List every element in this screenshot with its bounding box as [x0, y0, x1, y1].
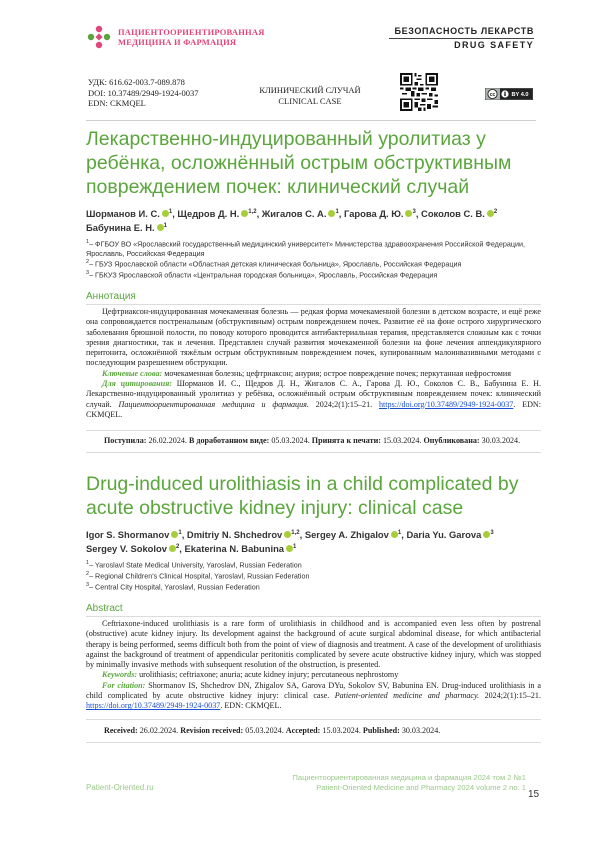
page-number: 15 [528, 789, 540, 800]
author-affiliation-mark: 1 [397, 530, 402, 536]
citation-label-en: For citation: [102, 680, 146, 690]
date-label: Поступила: [104, 436, 147, 445]
dates-divider-bottom-ru [86, 452, 541, 453]
citation-text-en: Shormanov IS, Shchedrov DN, Zhigalov SA, Garova DYu, Sokolov SV, Babunina EN. Drug-induced urolithiasis in a child complicated by acute obstructive kidney injury: clinical case. [86, 680, 541, 701]
affiliation-mark: 2 [86, 570, 90, 577]
author-affiliation-mark: 3 [412, 209, 416, 215]
author-affiliation-mark: 3 [490, 530, 494, 536]
affiliation [86, 570, 541, 581]
date-entry [363, 726, 440, 735]
abstract-heading-ru: Аннотация [86, 291, 136, 302]
date-value: 26.02.2024. [148, 436, 187, 445]
date-entry [180, 726, 286, 735]
dates-divider-top-en [86, 719, 541, 720]
authors-en [86, 527, 541, 555]
doi-link-en[interactable]: https://doi.org/10.37489/2949-1924-0037 [86, 701, 221, 711]
authors-en-line-1 [86, 527, 541, 541]
orcid-icon[interactable] [157, 224, 164, 231]
affiliation-mark: 2 [86, 259, 90, 266]
dates-divider-bottom-en [86, 742, 541, 743]
affiliation [86, 238, 541, 258]
author-name: Ekaterina N. Babunina [184, 543, 285, 555]
date-label: Revision received: [180, 726, 244, 735]
author: Dmitriy N. Shchedrov $^{1,2}$, [186, 529, 305, 541]
citation-ru [86, 379, 541, 420]
section-name-ru: БЕЗОПАСНОСТЬ ЛЕКАРСТВ [394, 26, 534, 36]
citation-journal-en: Patient-oriented medicine and pharmacy. [334, 691, 480, 701]
keywords-en [86, 670, 541, 680]
authors-ru-line-2 [86, 220, 541, 234]
date-label: Received: [104, 726, 138, 735]
abstract-text-ru: Цефтриаксон-индуцированная мочекаменная болезнь — редкая форма мочекаменной болезни в детском возрасте, и ещё реже она сопровождается постренальным (обструктивным) острым повреждением почек. Развитие её на фоне острого хирургического заболевания брюшной полости, по поводу которого проводится антибактериальная терапия, представляется сложным как с точки зрения диагностики, так и лечения. Представлен случай развития мочекаменной болезни на фоне лечения аппендикулярного перитонита, осложнённой тяжёлым острым обструктивным повреждением почек, купированным малоинвазивными методами с последующим разрешением обструкции. [86, 307, 541, 368]
date-value: 30.03.2024. [401, 726, 441, 735]
footer-journal [230, 773, 526, 793]
keywords-text-ru: мочекаменная болезнь; цефтриаксон; анурия; острое повреждение почек; перкутанная нефростомия [164, 368, 511, 378]
date-value: 15.03.2024. [382, 436, 422, 445]
affiliation [86, 559, 541, 570]
orcid-icon[interactable] [391, 531, 398, 538]
date-entry [312, 436, 424, 445]
author-name: Dmitriy N. Shchedrov [186, 529, 283, 541]
date-value: 15.03.2024. [322, 726, 361, 735]
keywords-label-ru: Ключевые слова: [102, 368, 163, 378]
journal-logo-icon [86, 24, 112, 50]
dates-divider-top-ru [86, 430, 541, 431]
author [185, 543, 297, 554]
header-divider [86, 120, 536, 121]
author-name: Sergey V. Sokolov [86, 543, 167, 555]
author-affiliation-mark: 2 [493, 209, 498, 215]
author [421, 208, 497, 219]
date-entry [104, 436, 189, 445]
date-label: Опубликована: [423, 436, 480, 445]
footer-journal-ru: Пациентоориентированная медицина и фармация 2024 том 2 №1 [292, 773, 526, 782]
publication-dates-ru [104, 436, 541, 445]
affiliation-text: – Yaroslavl State Medical University, Yaroslavl, Russian Federation [89, 560, 302, 570]
author: Щедров Д. Н. $^{1,2}$, [177, 208, 262, 220]
affiliation-text: – ГБУЗ Ярославской области «Областная детская клиническая больница», Ярославль, Российская Федерация [89, 259, 462, 269]
affiliation [86, 269, 541, 280]
affiliation-text: – ГБКУЗ Ярославской области «Центральная городская больница», Ярославль, Российская Федерация [89, 270, 438, 280]
article-type [245, 85, 375, 106]
author: Шорманов И. С. $^1$, [86, 208, 178, 220]
author: Жигалов С. А. $^1$, [261, 208, 344, 220]
doi-link-ru[interactable]: https://doi.org/10.37489/2949-1924-0037 [378, 399, 514, 409]
section-name-en: DRUG SAFETY [454, 40, 534, 50]
keywords-text-en: urolithiasis; ceftriaxone; anuria; acute kidney injury; percutaneous nephrostomy [139, 670, 399, 680]
article-type-en: CLINICAL CASE [278, 95, 342, 106]
affiliation-text: – Regional Children's Clinical Hospital, Yaroslavl, Russian Federation [89, 571, 310, 581]
author: Sergey A. Zhigalov $^1$, [304, 529, 407, 541]
affiliation [86, 581, 541, 592]
doi: DOI: 10.37489/2949-1924-0037 [88, 87, 199, 98]
author-name: Шорманов И. С. [86, 208, 160, 220]
author-name: Igor S. Shormanov [86, 529, 170, 541]
author-affiliation-mark: 2 [175, 544, 180, 551]
author-name: Щедров Д. Н. [177, 208, 240, 220]
author-name: Соколов С. В. [421, 208, 485, 220]
authors-ru [86, 206, 541, 234]
date-entry [104, 726, 180, 735]
logo-line-2: МЕДИЦИНА И ФАРМАЦИЯ [118, 37, 237, 47]
affiliations-ru [86, 238, 541, 280]
author-name: Sergey A. Zhigalov [304, 529, 389, 541]
date-entry [423, 436, 520, 445]
citation-journal-ru: Пациентоориентированная медицина и фармация. [118, 399, 309, 409]
citation-issue-ru: 2024;2(1):15–21. [315, 399, 373, 409]
citation-edn-ru: . EDN: CKMQEL. [86, 399, 542, 419]
svg-text:cc: cc [489, 92, 496, 98]
abstract-text-en: Ceftriaxone-induced urolithiasis is a rare form of urolithiasis in childhood and is accompanied even less often by postrenal (obstructive) acute kidney injury. Its development against the background of acute surgical abdominal disease, for which antibacterial therapy is being performed, seems difficult both from the point of view of diagnosis and treatment. A case of the development of urolithiasis against the background of treatment of appendicular peritonitis complicated by severe acute obstructive kidney injury, which was stopped by minimally invasive methods with subsequent resolution of the obstruction, is presented. [86, 619, 541, 670]
qr-code-icon[interactable] [400, 73, 438, 111]
date-value: 05.03.2024. [245, 726, 284, 735]
abstract-heading-en: Abstract [86, 603, 123, 614]
cc-by-license-icon[interactable] [485, 88, 533, 100]
date-entry [189, 436, 312, 445]
citation-en [86, 681, 541, 712]
authors-ru-line-1 [86, 206, 541, 220]
author-affiliation-mark: 1 [168, 209, 173, 215]
author: Igor S. Shormanov $^1$, [86, 529, 187, 541]
citation-label-ru: Для цитирования: [102, 379, 172, 389]
article-title-ru: Лекарственно-индуцированный уролитиаз у ребёнка, осложнённый острым обструктивным повреждением почек: клинический случай [86, 128, 512, 198]
orcid-icon[interactable] [286, 545, 293, 552]
abstract-en [86, 619, 541, 712]
author-name: Гарова Д. Ю. [344, 208, 404, 220]
date-label: В доработанном виде: [188, 436, 270, 445]
author-affiliation-mark: 1 [293, 544, 297, 551]
affiliation-text: – Central City Hospital, Yaroslavl, Russian Federation [89, 582, 260, 592]
keywords-ru [86, 369, 541, 379]
date-label: Accepted: [285, 726, 321, 735]
date-entry [286, 726, 363, 735]
author-affiliation-mark: 1 [163, 223, 167, 230]
abstract-divider-en [86, 616, 541, 617]
footer-journal-en: Patient-Oriented Medicine and Pharmacy 2024 volume 2 no. 1 [316, 783, 526, 792]
article-identifiers [88, 77, 199, 109]
orcid-icon[interactable] [169, 545, 176, 552]
logo-line-1: ПАЦИЕНТООРИЕНТИРОВАННАЯ [118, 27, 265, 37]
article-title-en: Drug-induced urolithiasis in a child complicated by acute obstructive kidney injury: clinical case [86, 473, 519, 519]
affiliation-text: – ФГБОУ ВО «Ярославский государственный медицинский университет» Министерства здравоохранения Российской Федерации, Ярославль, Российская Федерация [86, 239, 525, 258]
udk: УДК: 616.62-003.7-089.878 [88, 77, 185, 87]
author-name: Daria Yu. Garova [406, 529, 482, 541]
author-affiliation-mark: 1 [335, 209, 339, 215]
author-name: Бабунина Е. Н. [86, 222, 155, 234]
section-divider [389, 38, 534, 39]
footer-site[interactable]: Patient-Oriented.ru [86, 783, 154, 792]
author: Sergey V. Sokolov $^2$, [86, 543, 185, 555]
journal-logo-text [118, 27, 265, 47]
affiliation [86, 258, 541, 269]
abstract-divider-ru [86, 304, 541, 305]
license-label: BY 4.0 [511, 92, 529, 99]
affiliation-mark: 3 [86, 581, 90, 588]
abstract-ru [86, 307, 541, 420]
authors-en-line-2 [86, 541, 541, 555]
citation-edn-en: . EDN: CKMQEL. [220, 701, 282, 711]
author [406, 529, 493, 540]
keywords-label-en: Keywords: [102, 670, 138, 680]
date-value: 30.03.2024. [481, 436, 521, 445]
affiliation-mark: 1 [86, 560, 90, 566]
author-affiliation-mark: 1 [178, 530, 182, 536]
affiliation-mark: 3 [86, 270, 90, 277]
edn: EDN: CKMQEL [88, 98, 146, 108]
orcid-icon[interactable] [162, 210, 169, 217]
author [86, 222, 167, 233]
citation-issue-en: 2024;2(1):15–21. [484, 691, 541, 701]
date-value: 05.03.2024. [271, 436, 310, 445]
date-value: 26.02.2024. [139, 726, 179, 735]
author-affiliation-mark: 1,2 [248, 209, 257, 215]
affiliations-en [86, 559, 541, 592]
citation-text-ru: Шорманов И. С., Щедров Д. Н., Жигалов С. А., Гарова Д. Ю., Соколов С. В., Бабунина Е. Н. Лекарственно-индуцированный уролитиаз у ребёнка, осложнённый острым обструктивным повреждением почек: клинический случай. [86, 379, 541, 409]
orcid-icon[interactable] [487, 210, 494, 217]
author-name: Жигалов С. А. [261, 208, 327, 220]
publication-dates-en [104, 726, 541, 735]
date-label: Published: [362, 726, 400, 735]
article-type-ru: КЛИНИЧЕСКИЙ СЛУЧАЙ [259, 85, 361, 95]
author-affiliation-mark: 1,2 [291, 530, 300, 536]
date-label: Принята к печати: [311, 436, 381, 445]
author: Гарова Д. Ю. $^3$, [344, 208, 422, 220]
affiliation-mark: 1 [86, 239, 90, 245]
